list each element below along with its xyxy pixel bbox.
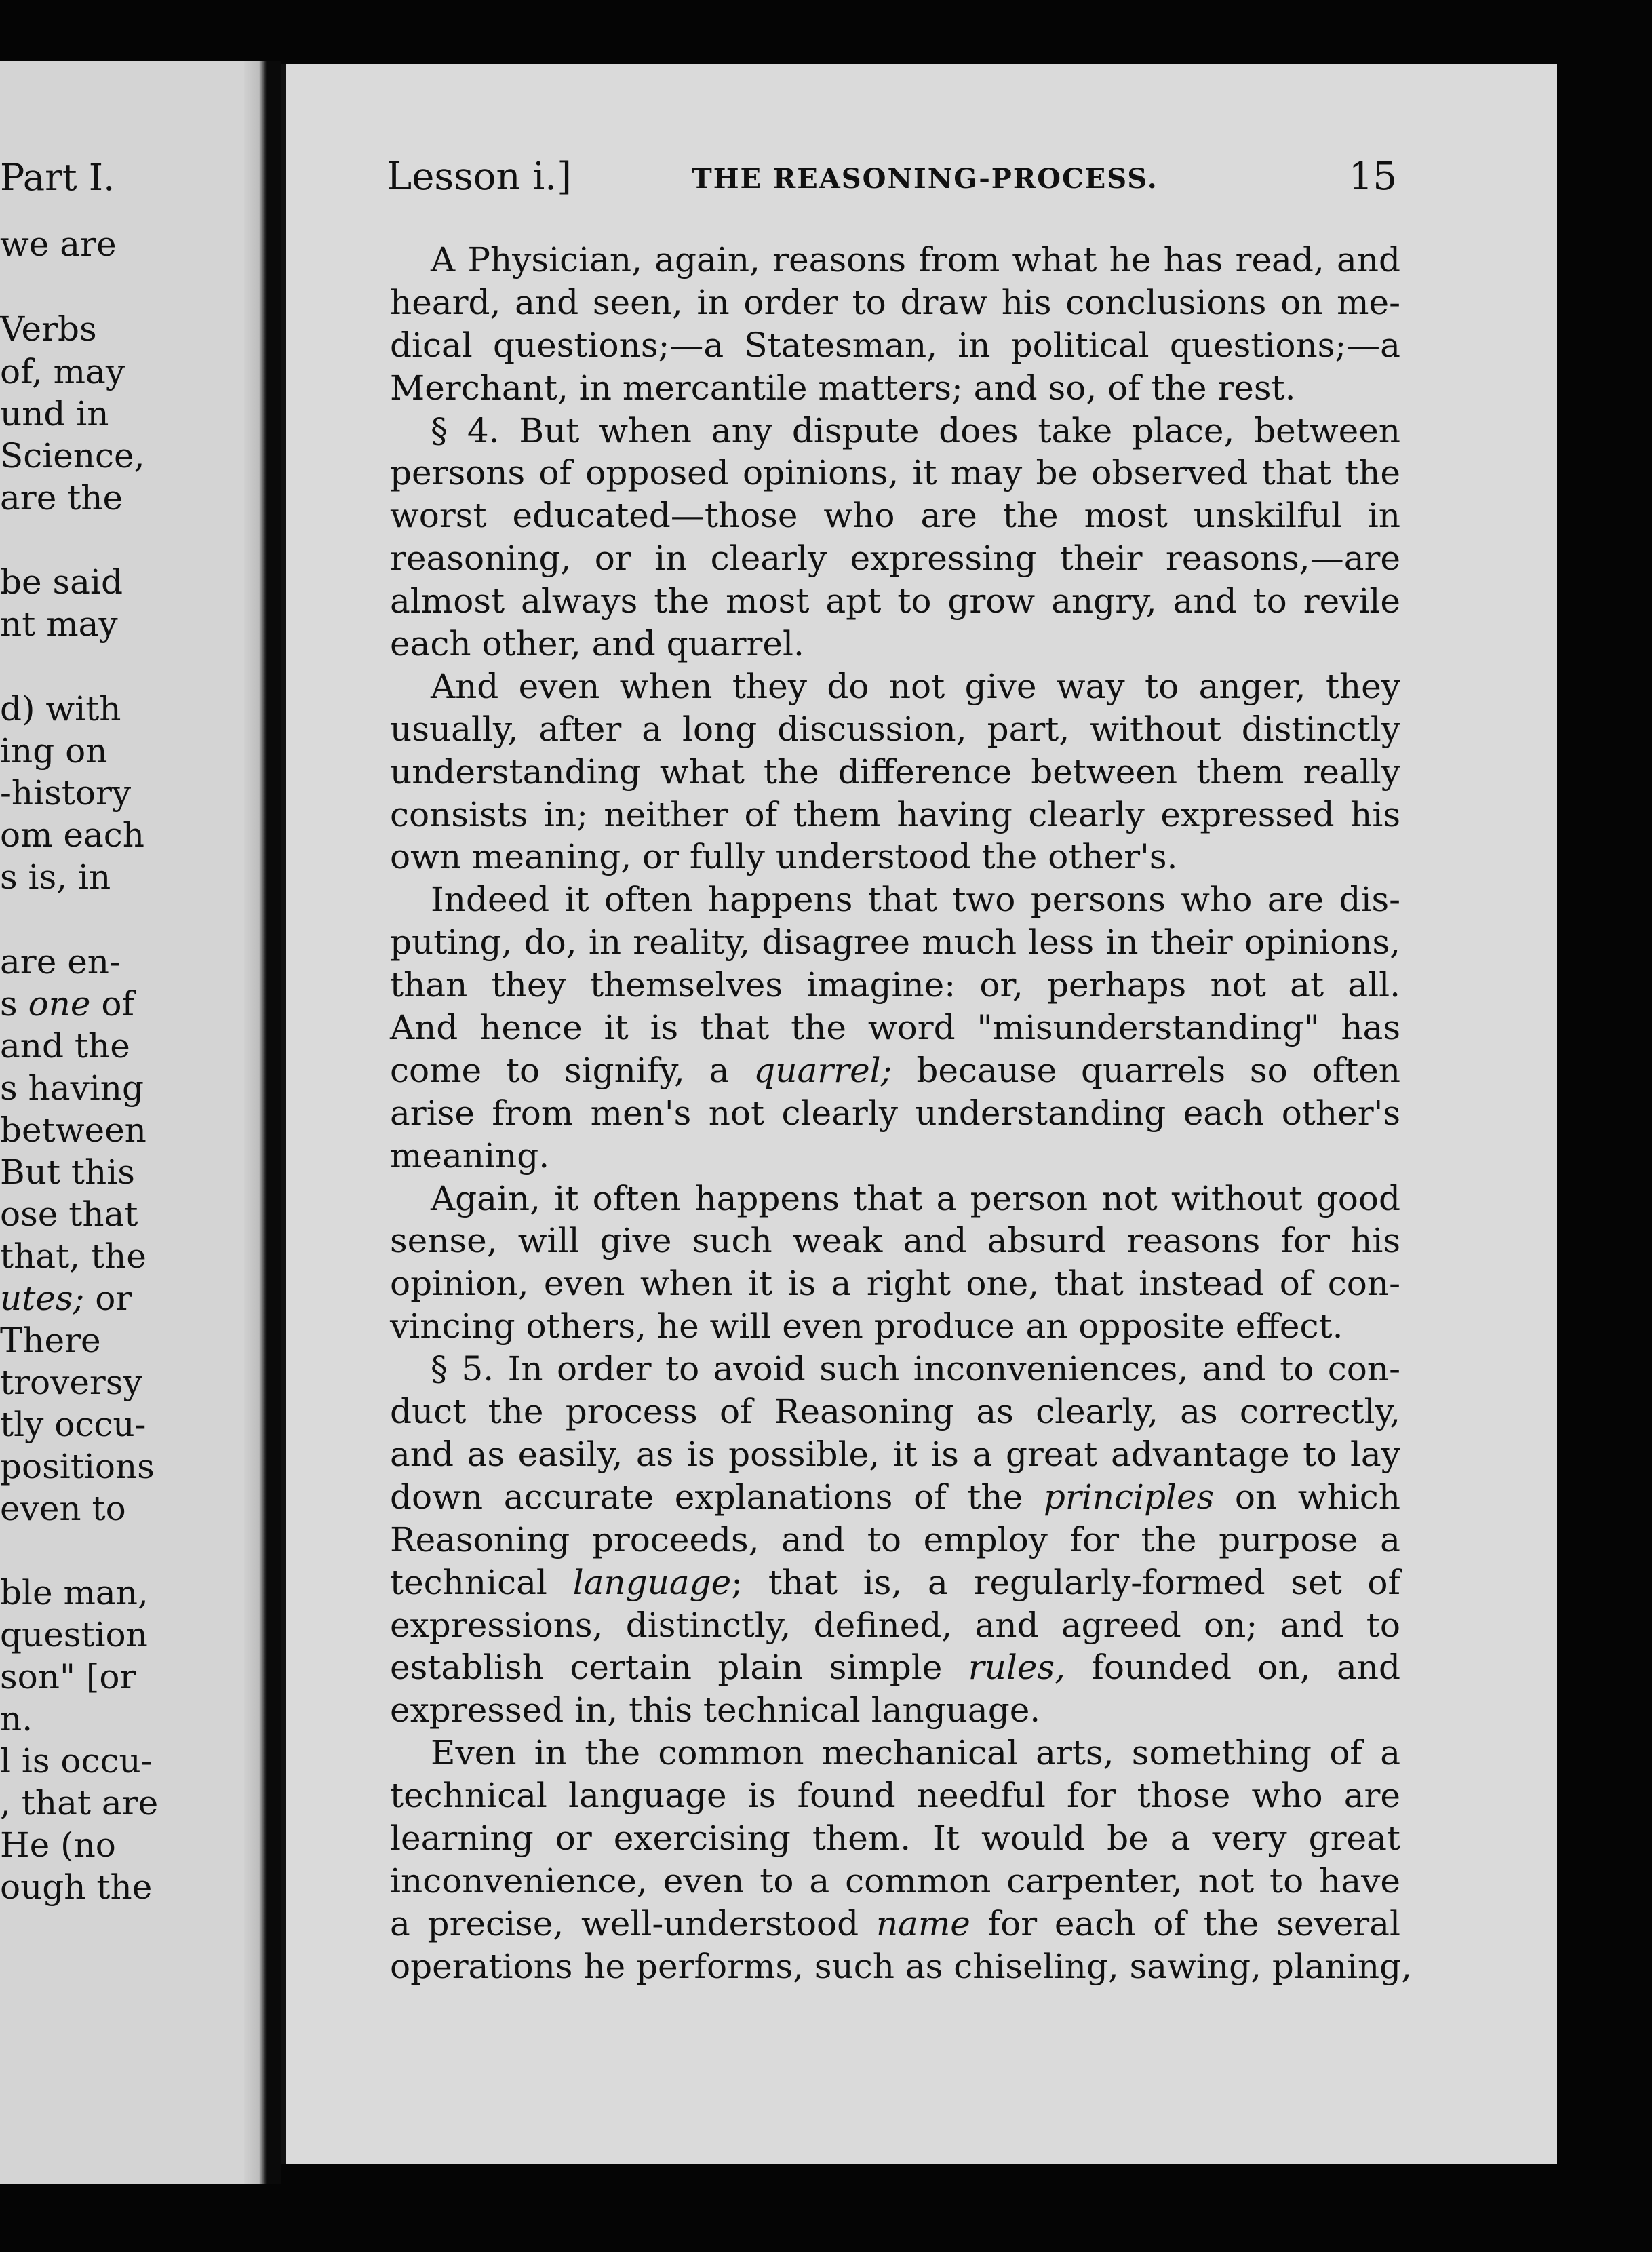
text-line: worst educated—those who are the most unskilful in — [390, 496, 1400, 536]
previous-page-line: n. — [0, 1699, 33, 1739]
text-line: almost always the most apt to grow angry, and to revile — [390, 581, 1400, 621]
text-line: own meaning, or fully understood the other's. — [390, 837, 1178, 877]
page-body — [390, 239, 1413, 1988]
text-line: reasoning, or in clearly expressing their reasons,—are — [390, 539, 1400, 579]
text-line: Reasoning proceeds, and to employ for the purpose a — [390, 1519, 1400, 1559]
text-line: each other, and quarrel. — [390, 624, 804, 664]
previous-page-line: -history — [0, 773, 132, 813]
text-line: persons of opposed opinions, it may be observed that the — [390, 453, 1400, 493]
previous-page-line: s is, in — [0, 857, 111, 897]
running-head — [387, 155, 1397, 202]
text-line: § 5. In order to avoid such inconveniences, and to con- — [431, 1349, 1400, 1389]
text-line: Indeed it often happens that two persons who are dis- — [431, 880, 1400, 920]
text-line: meaning. — [390, 1135, 550, 1176]
previous-page-fragment — [0, 61, 244, 2184]
book-gutter — [244, 61, 281, 2184]
previous-page-line: tly occu- — [0, 1405, 146, 1444]
previous-page-line: between — [0, 1110, 146, 1150]
text-line: technical language; that is, a regularly-formed set of — [390, 1562, 1401, 1602]
previous-page-line: be said — [0, 562, 123, 602]
previous-page-line: There — [0, 1321, 101, 1360]
previous-page-line: l is occu- — [0, 1741, 153, 1781]
previous-page-line: utes; or — [0, 1279, 132, 1318]
previous-page-line: we are — [0, 225, 117, 264]
previous-page-line: und in — [0, 394, 109, 433]
previous-page-line: ose that — [0, 1195, 138, 1234]
text-line: And hence it is that the word "misunderstanding" has — [390, 1008, 1400, 1048]
previous-page-line: s having — [0, 1068, 144, 1108]
text-line: consists in; neither of them having clearly expressed his — [390, 794, 1400, 834]
text-line: come to signify, a quarrel; because quarrels so often — [390, 1050, 1400, 1090]
text-line: down accurate explanations of the principles on which — [390, 1477, 1400, 1517]
page-heading: THE REASONING-PROCESS. — [692, 163, 1158, 195]
text-line: sense, will give such weak and absurd reasons for his — [390, 1221, 1400, 1261]
text-line: expressed in, this technical language. — [390, 1690, 1041, 1730]
text-line: expressions, distinctly, defined, and agreed on; and to — [390, 1605, 1400, 1645]
text-line: a precise, well-understood name for each of the several — [390, 1903, 1400, 1943]
text-line: than they themselves imagine: or, perhaps not at all. — [390, 965, 1400, 1005]
previous-page-line: even to — [0, 1489, 126, 1528]
previous-page-line: and the — [0, 1026, 130, 1066]
text-line: Merchant, in mercantile matters; and so, of the rest. — [390, 368, 1296, 408]
text-line: dical questions;—a Statesman, in political questions;—a — [390, 325, 1400, 365]
previous-page-line: Science, — [0, 436, 145, 475]
previous-page-line: son" [or — [0, 1657, 136, 1696]
text-line: establish certain plain simple rules, founded on, and — [390, 1648, 1400, 1688]
text-line: heard, and seen, in order to draw his conclusions on me- — [390, 282, 1400, 322]
chapter-reference: Lesson i.] — [387, 155, 572, 199]
text-line: usually, after a long discussion, part, without distinctly — [390, 709, 1400, 749]
previous-page-line: Verbs — [0, 309, 97, 349]
previous-page-line: ble man, — [0, 1573, 149, 1612]
text-line: inconvenience, even to a common carpenter, not to have — [390, 1861, 1400, 1901]
previous-page-line: question — [0, 1615, 148, 1654]
previous-page-line: positions — [0, 1447, 155, 1486]
previous-page-line: ough the — [0, 1867, 153, 1907]
page-number: 15 — [1348, 155, 1397, 199]
text-line: And even when they do not give way to anger, they — [431, 666, 1400, 706]
text-line: opinion, even when it is a right one, that instead of con- — [390, 1264, 1400, 1304]
text-line: puting, do, in reality, disagree much less in their opinions, — [390, 923, 1400, 963]
previous-page-line: om each — [0, 815, 145, 855]
text-line: technical language is found needful for those who are — [390, 1776, 1400, 1816]
previous-page-line: But this — [0, 1152, 135, 1192]
text-line: learning or exercising them. It would be a very great — [390, 1818, 1400, 1858]
previous-page-line: nt may — [0, 604, 118, 644]
previous-page-line: are the — [0, 478, 123, 518]
previous-page-line: that, the — [0, 1237, 146, 1276]
text-line: A Physician, again, reasons from what he has read, and — [431, 240, 1400, 279]
text-line: arise from men's not clearly understanding each other's — [390, 1093, 1400, 1133]
previous-page-line: s one of — [0, 984, 134, 1024]
text-line: operations he performs, such as chiseling, sawing, planing, — [390, 1946, 1413, 1986]
text-line: duct the process of Reasoning as clearly, as correctly, — [390, 1392, 1400, 1432]
text-line: understanding what the difference between them really — [390, 752, 1400, 792]
previous-page-running-head: Part I. — [0, 156, 115, 199]
text-line: Even in the common mechanical arts, something of a — [431, 1733, 1400, 1773]
previous-page-line: troversy — [0, 1363, 142, 1402]
previous-page-line: of, may — [0, 352, 125, 391]
text-line: vincing others, he will even produce an opposite effect. — [390, 1306, 1343, 1346]
text-line: § 4. But when any dispute does take place, between — [431, 410, 1400, 450]
previous-page-line: d) with — [0, 689, 121, 729]
text-line: and as easily, as is possible, it is a great advantage to lay — [390, 1434, 1400, 1474]
previous-page-line: are en- — [0, 942, 121, 982]
previous-page-line: ing on — [0, 731, 108, 771]
previous-page-line: He (no — [0, 1825, 116, 1865]
previous-page-line: , that are — [0, 1783, 159, 1823]
text-line: Again, it often happens that a person not without good — [431, 1178, 1400, 1218]
